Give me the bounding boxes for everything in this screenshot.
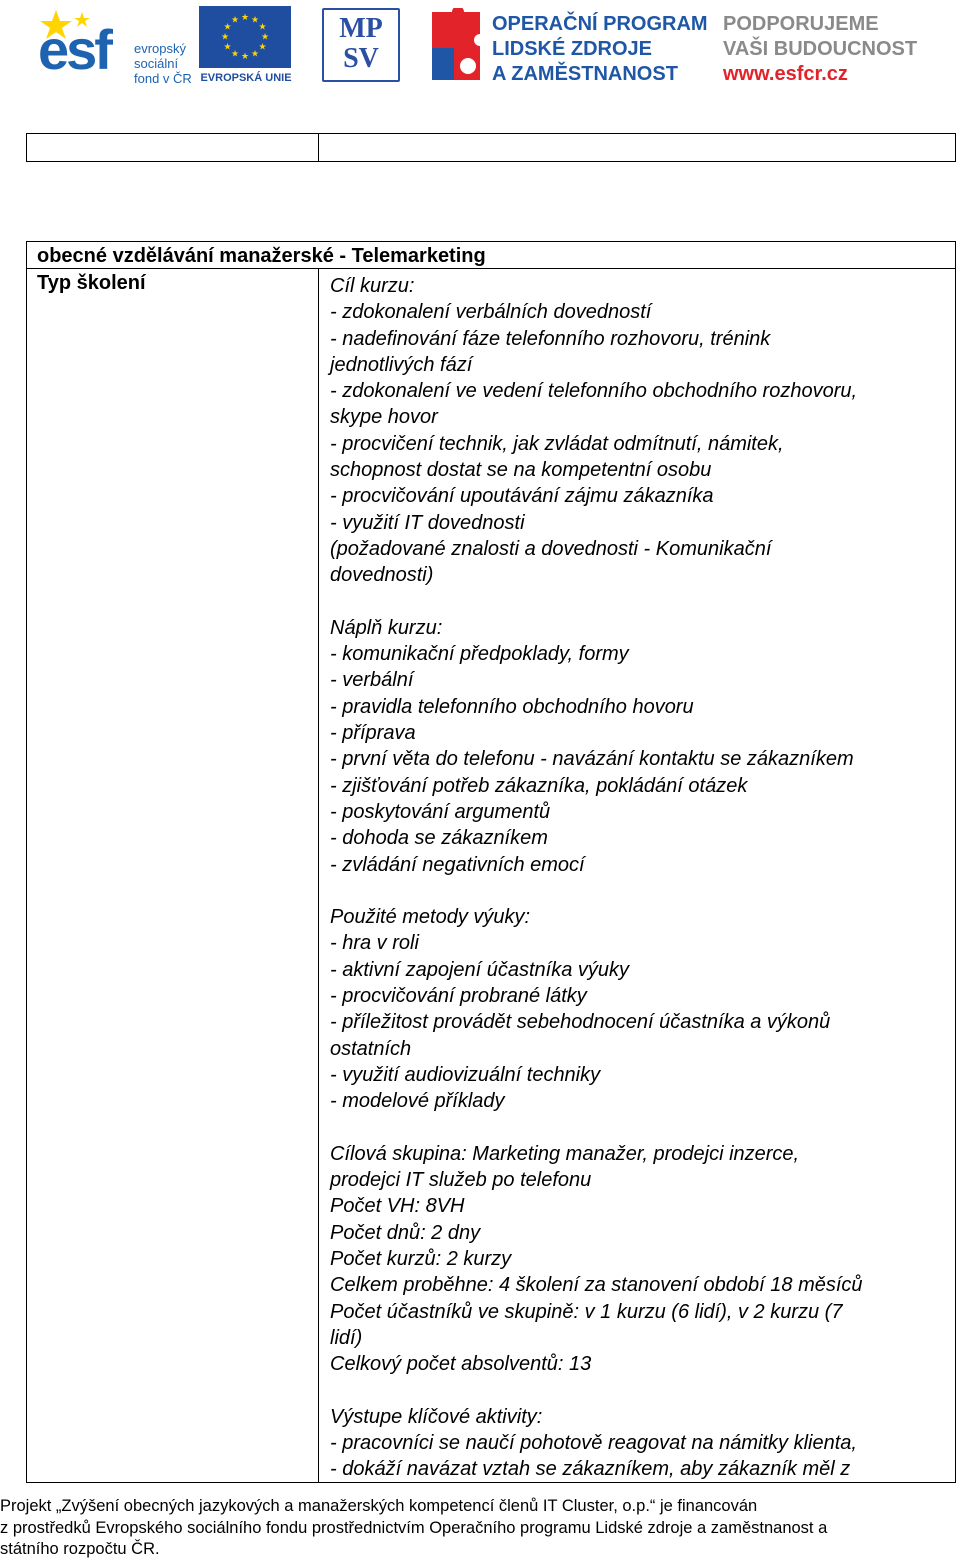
program-title-line: OPERAČNÍ PROGRAM xyxy=(492,13,708,35)
course-text-line: schopnost dostat se na kompetentní osobu xyxy=(330,459,712,482)
course-text-line: - procvičování probrané látky xyxy=(330,985,587,1008)
support-slogan-line: VAŠI BUDOUCNOST xyxy=(723,38,918,60)
esf-wordmark: esf xyxy=(38,18,110,81)
empty-cell xyxy=(319,134,956,162)
program-title-line: A ZAMĚSTNANOST xyxy=(492,63,678,85)
course-text-line: - komunikační předpoklady, formy xyxy=(330,643,629,666)
footer-line: Projekt „Zvýšení obecných jazykových a manažerských kompetencí členů IT Cluster, o.p.“ je financován xyxy=(0,1497,758,1515)
blank-line xyxy=(330,878,948,904)
support-slogan xyxy=(723,12,917,87)
course-text-line: jednotlivých fází xyxy=(330,353,473,376)
support-url-link[interactable]: www.esfcr.cz xyxy=(723,63,848,85)
mpsv-line: MP xyxy=(339,13,383,44)
eu-caption: EVROPSKÁ UNIE xyxy=(200,72,292,84)
esf-tagline-line: sociální xyxy=(134,56,179,71)
course-text-line: Náplň kurzu: xyxy=(330,616,443,639)
course-text-line: Celkový počet absolventů: 13 xyxy=(330,1353,592,1376)
course-text-line: - příležitost provádět sebehodnocení účastníka a výkonů xyxy=(330,1011,831,1034)
course-text-line: lidí) xyxy=(330,1326,363,1349)
course-text-line: - aktivní zapojení účastníka výuky xyxy=(330,958,630,981)
course-text-line: Počet kurzů: 2 kurzy xyxy=(330,1247,512,1270)
support-slogan-line: PODPORUJEME xyxy=(723,13,879,35)
course-text-line: - zdokonalení verbálních dovedností xyxy=(330,301,652,324)
course-body xyxy=(27,269,955,1483)
mpsv-line: SV xyxy=(343,43,379,74)
svg-text:★: ★ xyxy=(260,32,270,43)
column-divider xyxy=(318,269,319,1483)
course-text-line: - nadefinování fáze telefonního rozhovoru, trénink xyxy=(330,327,771,350)
eu-logo xyxy=(199,6,293,86)
blank-line xyxy=(330,1377,948,1403)
course-text-line: - dokáží navázat vztah se zákazníkem, aby zákazník měl z xyxy=(330,1458,851,1481)
svg-text:★: ★ xyxy=(250,49,260,60)
program-title-line: LIDSKÉ ZDROJE xyxy=(492,38,653,60)
logo-banner xyxy=(0,0,960,100)
funding-footer xyxy=(0,1496,960,1561)
course-text-line: prodejci IT služeb po telefonu xyxy=(330,1169,592,1192)
svg-text:★: ★ xyxy=(230,49,240,60)
course-text-line: - využití audiovizuální techniky xyxy=(330,1063,601,1086)
course-text-line: Počet účastníků ve skupině: v 1 kurzu (6 lidí), v 2 kurzu (7 xyxy=(330,1300,843,1323)
svg-text:★: ★ xyxy=(223,22,232,33)
eu-flag-icon xyxy=(199,6,291,68)
mpsv-logo xyxy=(322,8,400,82)
footer-line: z prostředků Evropského sociálního fondu prostřednictvím Operačního programu Lidské zdroje a zaměstnanost a xyxy=(0,1518,828,1537)
course-text-line: - pracovníci se naučí pohotově reagovat na námitky klienta, xyxy=(330,1432,857,1455)
course-text-line: - modelové příklady xyxy=(330,1090,505,1113)
course-text-line: - využití IT dovednosti xyxy=(330,511,525,534)
course-table xyxy=(26,241,956,1483)
esf-tagline-line: evropský xyxy=(134,41,187,56)
course-text-line: ostatních xyxy=(330,1037,412,1060)
course-text-line: - zvládání negativních emocí xyxy=(330,853,585,876)
svg-text:★: ★ xyxy=(220,32,230,43)
course-text-line: Použité metody výuky: xyxy=(330,906,531,929)
empty-cell xyxy=(27,134,319,162)
svg-text:★: ★ xyxy=(240,52,250,62)
course-title: obecné vzdělávání manažerské - Telemarketing xyxy=(27,242,955,269)
course-text-line: - hra v roli xyxy=(330,932,419,955)
course-description xyxy=(330,273,948,1483)
course-text-line: - zdokonalení ve vedení telefonního obchodního rozhovoru, xyxy=(330,380,858,403)
esf-tagline xyxy=(134,41,196,86)
footer-line: státního rozpočtu ČR. xyxy=(0,1540,160,1558)
course-text-line: - pravidla telefonního obchodního hovoru xyxy=(330,695,694,718)
course-text-line: - poskytování argumentů xyxy=(330,800,551,823)
course-text-line: Celkem proběhne: 4 školení za stanovení období 18 měsíců xyxy=(330,1274,863,1297)
course-text-line: - příprava xyxy=(330,722,416,745)
course-text-line: dovednosti) xyxy=(330,564,434,587)
course-text-line: Výstupe klíčové aktivity: xyxy=(330,1405,543,1428)
svg-text:★: ★ xyxy=(258,22,267,33)
course-text-line: - procvičování upoutávání zájmu zákazníka xyxy=(330,485,714,508)
course-text-line: Počet VH: 8VH xyxy=(330,1195,465,1218)
course-type-label: Typ školení xyxy=(37,272,146,294)
svg-text:★: ★ xyxy=(240,13,250,23)
course-text-line: Cílová skupina: Marketing manažer, prodejci inzerce, xyxy=(330,1142,800,1165)
empty-table-row xyxy=(27,134,956,162)
blank-line xyxy=(330,589,948,615)
blank-line xyxy=(330,1115,948,1141)
esf-tagline-line: fond v ČR xyxy=(134,71,192,86)
course-text-line: - dohoda se zákazníkem xyxy=(330,827,548,850)
svg-text:★: ★ xyxy=(258,42,267,53)
esf-logo xyxy=(38,8,193,88)
course-text-line: skype hovor xyxy=(330,406,438,429)
course-text-line: - verbální xyxy=(330,669,414,692)
oplz-puzzle-icon xyxy=(428,8,484,84)
svg-text:★: ★ xyxy=(230,15,240,26)
course-text-line: Počet dnů: 2 dny xyxy=(330,1221,481,1244)
svg-text:★: ★ xyxy=(250,15,260,26)
course-text-line: - první věta do telefonu - navázání kontaktu se zákazníkem xyxy=(330,748,854,771)
empty-header-table xyxy=(26,133,956,162)
svg-text:★: ★ xyxy=(223,42,232,53)
program-title xyxy=(492,12,708,87)
course-text-line: - procvičení technik, jak zvládat odmítnutí, námitek, xyxy=(330,432,784,455)
course-text-line: Cíl kurzu: xyxy=(330,275,415,297)
course-text-line: (požadované znalosti a dovednosti - Komunikační xyxy=(330,537,772,560)
course-text-line: - zjišťování potřeb zákazníka, pokládání otázek xyxy=(330,774,748,797)
